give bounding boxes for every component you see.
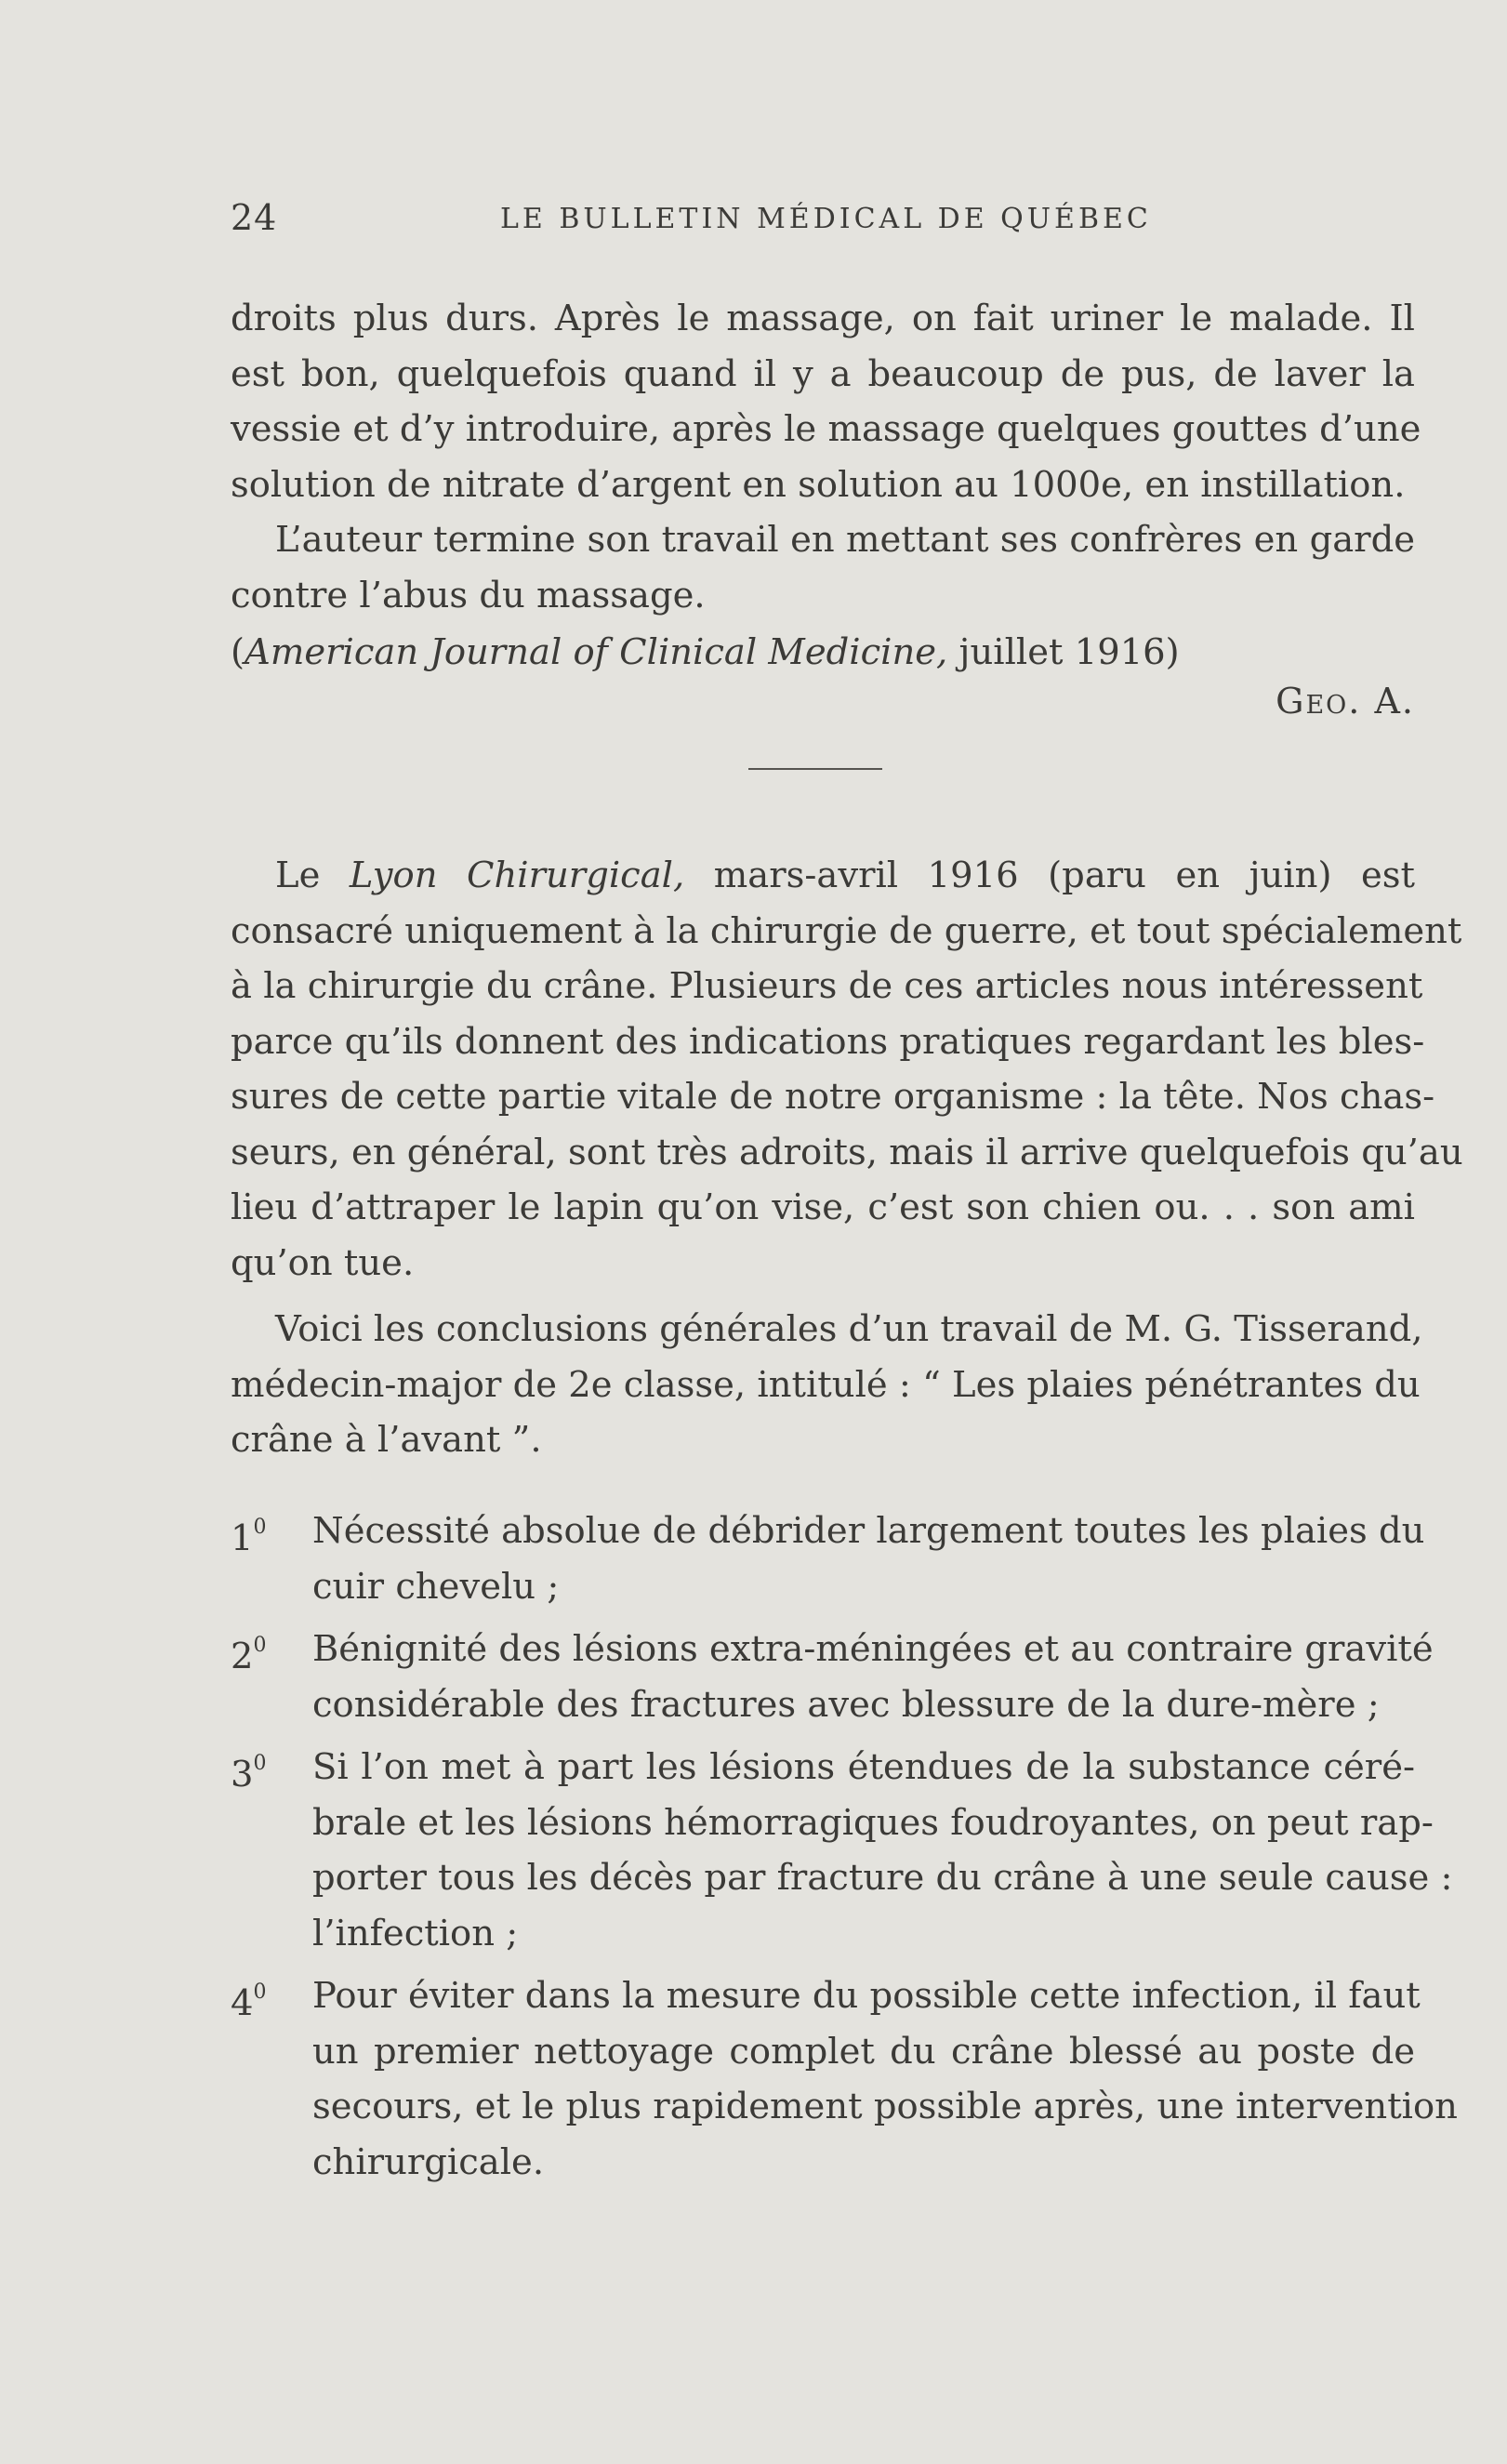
text-line: considérable des fractures avec blessure de la dure-mère ; (312, 1683, 1380, 1726)
text-rest: mars-avril 1916 (paru en juin) est (684, 854, 1416, 896)
text-line: brale et les lésions hémorragiques foudroyantes, on peut rap- (312, 1801, 1434, 1844)
text-line: lieu d’attraper le lapin qu’on vise, c’est son chien ou. . . son ami (231, 1186, 1415, 1228)
text-line: parce qu’ils donnent des indications pratiques regardant les bles- (231, 1020, 1425, 1063)
text-line: secours, et le plus rapidement possible après, une intervention (312, 2086, 1458, 2127)
paragraph-lyon-chirurgical (231, 848, 1463, 1291)
text-line: qu’on tue. (231, 1241, 415, 1284)
paragraph-massage (231, 291, 1421, 623)
text-line: seurs, en général, sont très adroits, mais il arrive quelquefois qu’au (231, 1131, 1463, 1173)
text-line: solution de nitrate d’argent en solution au 1000e, en instillation. (231, 463, 1406, 506)
text-line: chirurgicale. (312, 2140, 545, 2183)
list-item (231, 1740, 1453, 1961)
page-number: 24 (231, 197, 278, 238)
text-line: Pour éviter dans la mesure du possible cette infection, il faut (312, 1975, 1421, 2017)
text-line (231, 848, 1415, 904)
text-line: cuir chevelu ; (312, 1565, 560, 1608)
list-item-number: $2^0$ (231, 1634, 267, 1677)
journal-title: Lyon Chirurgical, (349, 854, 685, 896)
text-line: Nécessité absolue de débrider largement toutes les plaies du (312, 1510, 1425, 1552)
text-line: Si l’on met à part les lésions étendues de la substance céré- (312, 1746, 1415, 1788)
text-le: Le (275, 854, 350, 896)
text-line: porter tous les décès par fracture du crâne à une seule cause : (312, 1857, 1453, 1899)
text-line: à la chirurgie du crâne. Plusieurs de ces articles nous intéressent (231, 965, 1423, 1007)
author-signature: Geo. A. (1276, 681, 1415, 722)
text-line: Voici les conclusions générales d’un travail de M. G. Tisserand, (275, 1308, 1423, 1350)
text-line: un premier nettoyage complet du crâne blessé au poste de (312, 2030, 1415, 2073)
citation-journal: American Journal of Clinical Medicine, (245, 631, 948, 673)
text-line: l’infection ; (312, 1912, 519, 1954)
text-line: sures de cette partie vitale de notre organisme : la tête. Nos chas- (231, 1076, 1435, 1118)
list-item-number: $4^0$ (231, 1980, 267, 2024)
text-line: Bénignité des lésions extra-méningées et au contraire gravité (312, 1628, 1434, 1670)
text-line: vessie et d’y introduire, après le massage quelques gouttes d’une (231, 408, 1421, 450)
page-header (231, 197, 1415, 244)
list-item (231, 1968, 1458, 2190)
citation-date: juillet 1916) (947, 631, 1180, 673)
conclusions-list (231, 1504, 1458, 2197)
list-item (231, 1622, 1434, 1732)
list-item-number: $1^0$ (231, 1516, 267, 1559)
list-item (231, 1504, 1425, 1614)
text-line: L’auteur termine son travail en mettant ses confrères en garde (275, 519, 1415, 561)
section-divider (748, 768, 882, 770)
citation-open: ( (231, 631, 245, 673)
running-head: LE BULLETIN MÉDICAL DE QUÉBEC (500, 203, 1152, 235)
source-citation (231, 625, 1415, 681)
text-line: crâne à l’avant ”. (231, 1419, 542, 1461)
text-line: médecin-major de 2e classe, intitulé : “ Les plaies pénétrantes du (231, 1363, 1421, 1406)
paragraph-conclusions-intro (231, 1302, 1423, 1468)
text-line: contre l’abus du massage. (231, 574, 706, 616)
list-item-number: $3^0$ (231, 1752, 267, 1795)
text-line: consacré uniquement à la chirurgie de guerre, et tout spécialement (231, 909, 1462, 952)
text-line: droits plus durs. Après le massage, on fait uriner le malade. Il (231, 298, 1415, 339)
text-line: est bon, quelquefois quand il y a beaucoup de pus, de laver la (231, 352, 1415, 395)
